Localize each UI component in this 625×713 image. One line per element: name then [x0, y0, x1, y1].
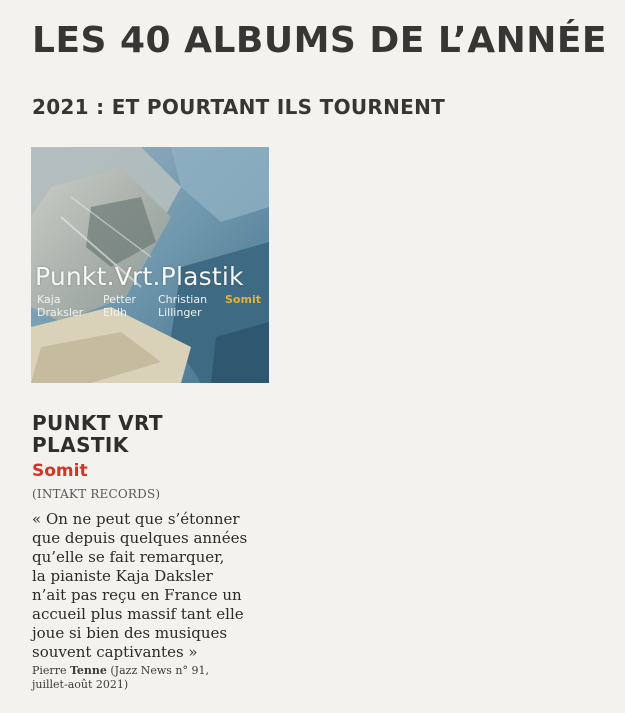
headline: LES 40 ALBUMS DE L’ANNÉE [32, 20, 608, 61]
cover-title: Punkt.Vrt.Plastik [35, 262, 244, 291]
cover-musician-2: Petter Eldh [103, 293, 136, 319]
subheadline: 2021 : ET POURTANT ILS TOURNENT [32, 95, 446, 119]
review-credit [32, 664, 209, 692]
record-label: (INTAKT RECORDS) [32, 487, 161, 501]
review-quote: « On ne peut que s’étonner que depuis quelques années qu’elle se fait remarquer, la pianiste Kaja Daksler n’ait pas reçu en France un accueil plus massif tant elle joue si bien des musiques souvent captivantes » [32, 510, 248, 661]
cover-musician-1: Kaja Draksler [37, 293, 84, 319]
credit-date: juillet-août 2021) [32, 678, 129, 691]
credit-first-name: Pierre [32, 664, 67, 677]
cover-album-title: Somit [225, 293, 261, 306]
cover-musician-3: Christian Lillinger [158, 293, 208, 319]
album-cover [31, 147, 269, 383]
credit-last-name: Tenne [69, 664, 107, 677]
artist-name: PUNKT VRT PLASTIK [32, 411, 163, 457]
credit-source: (Jazz News n° 91, [110, 664, 210, 677]
album-title: Somit [32, 461, 88, 481]
